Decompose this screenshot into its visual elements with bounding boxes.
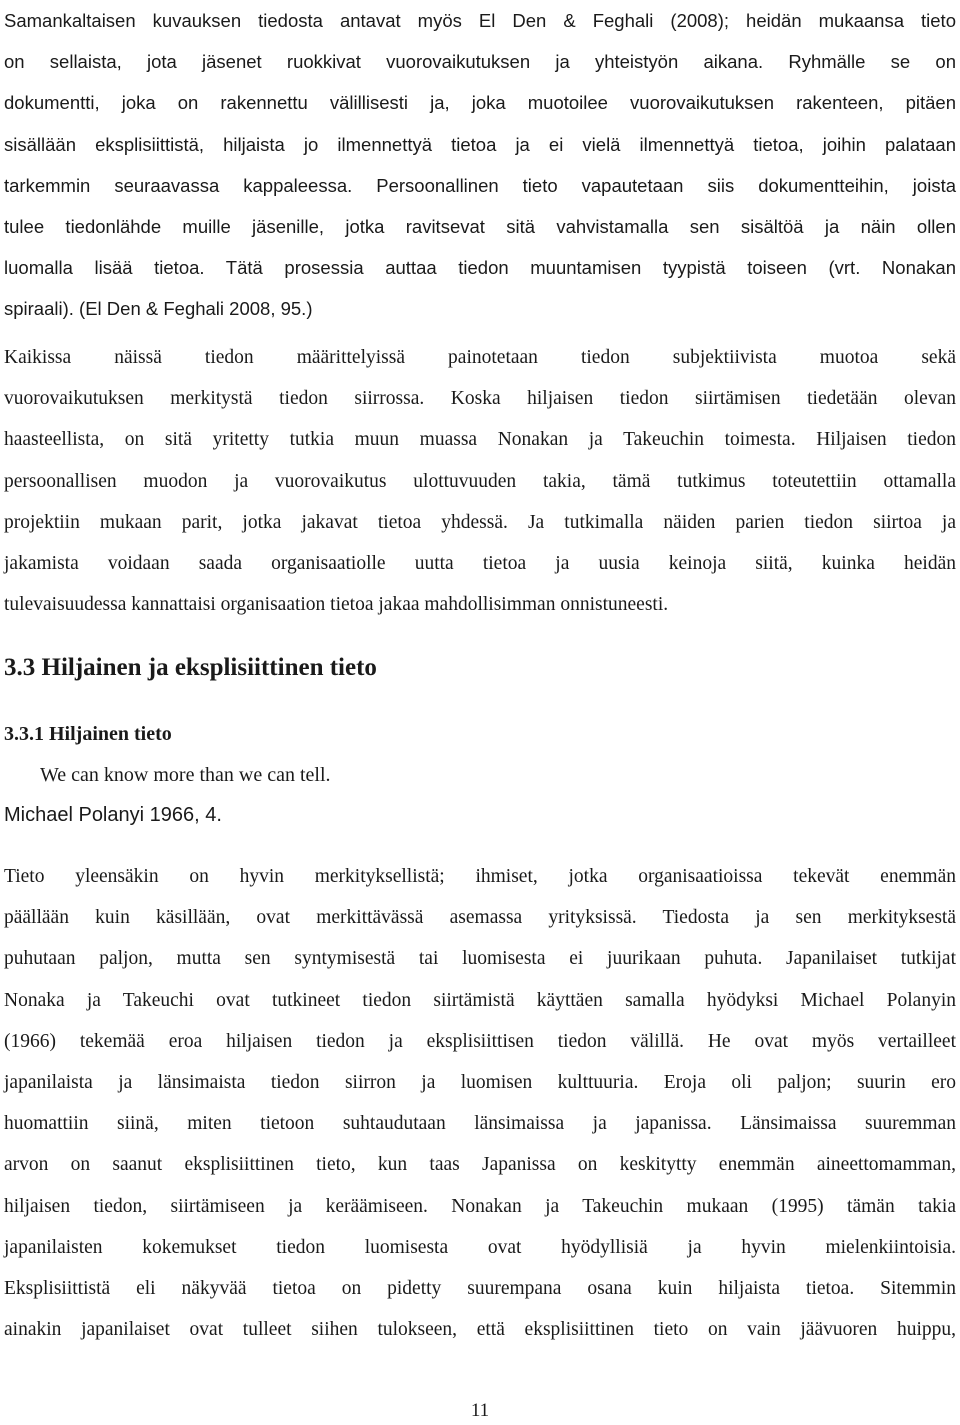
text-line: vuorovaikutuksen merkitystä tiedon siirrossa. Koska hiljaisen tiedon siirtämisen tiedetään olevan [4,388,956,410]
text-line: Eksplisiittistä eli näkyvää tietoa on pidetty suurempana osana kuin hiljaista tietoa. Sitemmin [4,1278,956,1300]
text-line: sisällään eksplisiittistä, hiljaista jo ilmennettyä tietoa ja ei vielä ilmennettyä tietoa, joihin palataan [4,133,956,155]
paragraph-el-den-feghali [4,0,956,330]
text-line: persoonallisen muodon ja vuorovaikutus ulottuvuuden takia, tämä tutkimus toteutettiin ottamalla [4,470,956,492]
text-line: tulevaisuudessa kannattaisi organisaation tietoa jakaa mahdollisimman onnistuneesti. [4,594,669,616]
paragraph-tiedon-maarittelyt [4,337,956,625]
text-line: dokumentti, joka on rakennettu välillisesti ja, joka muotoilee vuorovaikutuksen rakenteen, pitäen [4,92,956,114]
epigraph-quote [40,760,331,790]
text-line: on sellaista, jota jäsenet ruokkivat vuorovaikutuksen ja yhteistyön aikana. Ryhmälle se on [4,51,956,73]
text-line: (1966) tekemää eroa hiljaisen tiedon ja eksplisiittisen tiedon välillä. He ovat myös vertailleet [4,1030,956,1052]
text-line: luomalla lisää tietoa. Tätä prosessia auttaa tiedon muuntamisen tyypistä toiseen (vrt. Nonakan [4,257,956,279]
text-line: Nonaka ja Takeuchi ovat tutkineet tiedon siirtämistä käyttäen samalla hyödyksi Michael Polanyin [4,989,956,1011]
text-line: Kaikissa näissä tiedon määrittelyissä painotetaan tiedon subjektiivista muotoa sekä [4,347,956,368]
text-line: päällään kuin käsillään, ovat merkittävässä asemassa yrityksissä. Tiedosta ja sen merkityksestä [4,907,956,929]
text-line: haasteellista, on sitä yritetty tutkia muun muassa Nonakan ja Takeuchin toimesta. Hiljaisen tiedon [4,429,956,451]
quote-citation: Michael Polanyi 1966, 4. [4,804,222,826]
text-line: Samankaltaisen kuvauksen tiedosta antavat myös El Den & Feghali (2008); heidän mukaansa tieto [4,10,956,31]
text-line: ainakin japanilaiset ovat tulleet siihen tulokseen, että eksplisiittinen tieto on vain jäävuoren huippu, [4,1319,956,1341]
section-heading: 3.3 Hiljainen ja eksplisiittinen tieto [4,654,377,681]
text-line: Tieto yleensäkin on hyvin merkityksellistä; ihmiset, jotka organisaatioissa tekevät enemmän [4,866,956,887]
text-line: projektiin mukaan parit, jotka jakavat tietoa yhdessä. Ja tutkimalla näiden parien tiedon siirtoa ja [4,511,956,533]
text-line: arvon on saanut eksplisiittinen tieto, kun taas Japanissa on keskitytty enemmän aineettomamman, [4,1154,956,1176]
text-line: tarkemmin seuraavassa kappaleessa. Persoonallinen tieto vapautetaan siis dokumentteihin, joista [4,174,956,196]
text-line: puhutaan paljon, mutta sen syntymisestä tai luomisesta ei juurikaan puhuta. Japanilaiset tutkijat [4,948,956,970]
paragraph-tieto-yleensakin [4,856,956,1350]
text-line: huomattiin siinä, miten tietoon suhtaudutaan länsimaissa ja japanissa. Länsimaissa suuremman [4,1113,956,1135]
text-line: hiljaisen tiedon, siirtämiseen ja keräämiseen. Nonakan ja Takeuchin mukaan (1995) tämän takia [4,1195,956,1217]
quote-text: We can know more than we can tell. [40,764,331,786]
page-number: 11 [470,1400,490,1421]
text-line: tulee tiedonlähde muille jäsenille, jotka ravitsevat sitä vahvistamalla sen sisältöä ja näin ollen [4,216,956,238]
text-line: spiraali). (El Den & Feghali 2008, 95.) [4,298,313,320]
text-line: jakamista voidaan saada organisaatiolle uutta tietoa ja uusia keinoja siitä, kuinka heidän [4,553,956,575]
text-line: japanilaisten kokemukset tiedon luomisesta ovat hyödyllisiä ja hyvin mielenkiintoisia. [4,1236,956,1258]
text-line: japanilaista ja länsimaista tiedon siirron ja luomisen kulttuuria. Eroja oli paljon; suurin ero [4,1072,956,1094]
subsection-heading: 3.3.1 Hiljainen tieto [4,723,172,745]
